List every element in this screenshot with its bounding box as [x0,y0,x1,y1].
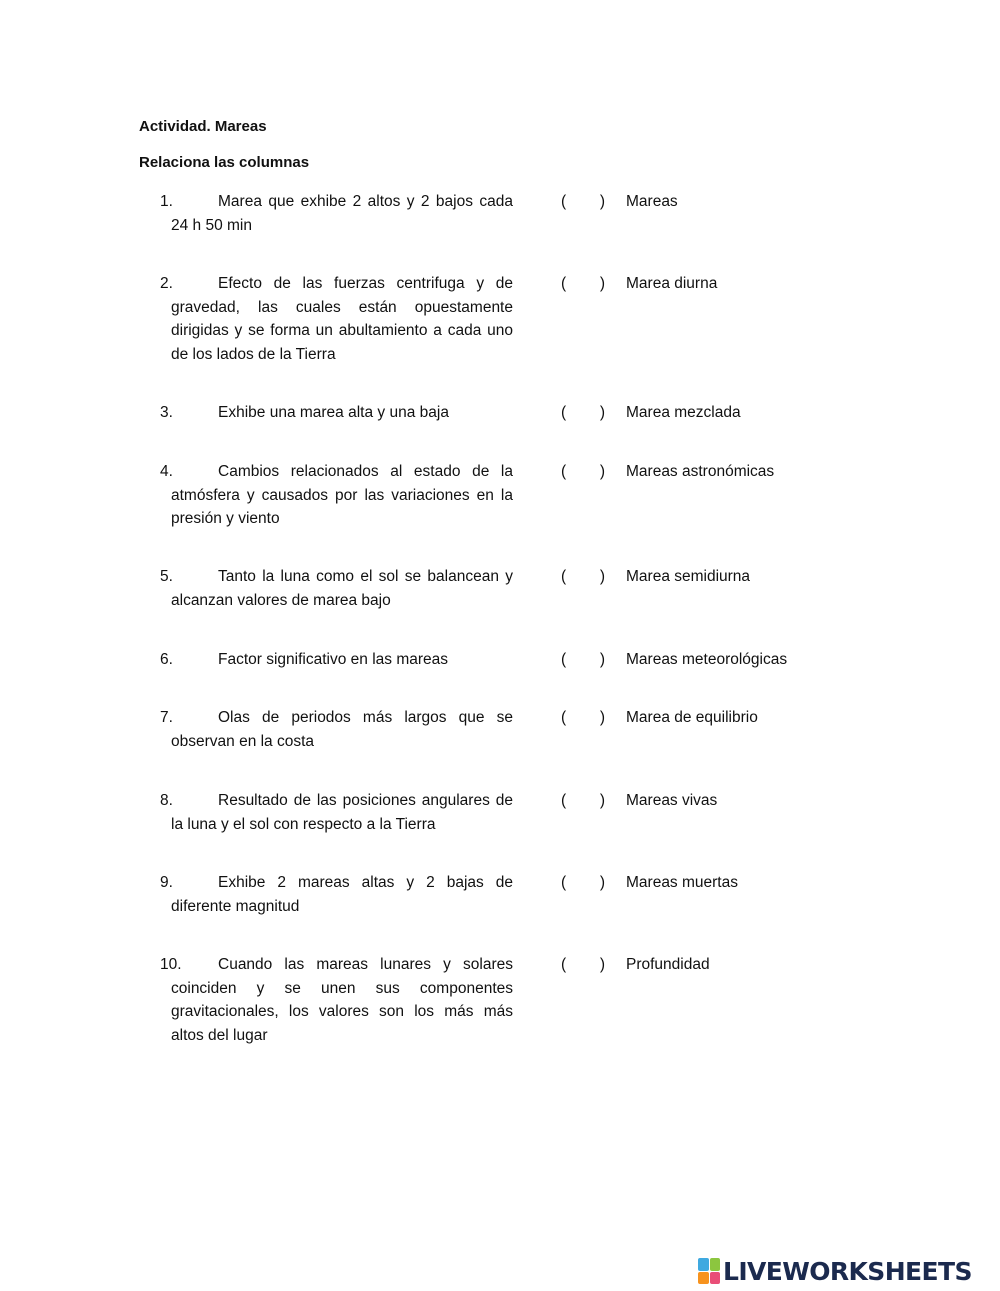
answer-option: Marea mezclada [626,404,741,421]
logo-icon [698,1258,720,1284]
question-number: 3. [160,404,173,421]
answer-blank[interactable]: ( ) [561,792,605,809]
answer-blank[interactable]: ( ) [561,568,605,585]
page-title: Actividad. Mareas [139,118,267,135]
logo-square [710,1258,721,1271]
instructions-heading: Relaciona las columnas [139,154,310,171]
logo-square [698,1258,709,1271]
liveworksheets-logo [698,1256,972,1286]
question-number: 9. [160,874,173,891]
logo-square [710,1272,721,1285]
question-number: 2. [160,275,173,292]
question-text: 2. Efecto de las fuerzas centrifuga y de gravedad, las cuales están opuestamente dirigidas y se forma un abultamiento a cada uno de los lados de la Tierra [171,272,513,366]
question-text: 4. Cambios relacionados al estado de la atmósfera y causados por las variaciones en la presión y viento [171,460,513,531]
question-text: 1. Marea que exhibe 2 altos y 2 bajos cada 24 h 50 min [171,190,513,237]
answer-blank[interactable]: ( ) [561,709,605,726]
answer-option: Mareas vivas [626,792,718,809]
question-text: 3. Exhibe una marea alta y una baja [171,401,513,425]
question-number: 6. [160,651,173,668]
question-number: 5. [160,568,173,585]
question-text: 7. Olas de periodos más largos que se observan en la costa [171,706,513,753]
answer-blank[interactable]: ( ) [561,651,605,668]
answer-option: Profundidad [626,956,710,973]
question-number: 1. [160,193,173,210]
answer-blank[interactable]: ( ) [561,275,605,292]
question-number: 10. [160,956,182,973]
answer-blank[interactable]: ( ) [561,956,605,973]
question-text: 9. Exhibe 2 mareas altas y 2 bajas de diferente magnitud [171,871,513,918]
question-text: 10. Cuando las mareas lunares y solares coinciden y se unen sus componentes gravitacionales, los valores son los más más altos del lugar [171,953,513,1047]
answer-option: Mareas [626,193,678,210]
question-number: 4. [160,463,173,480]
question-text: 8. Resultado de las posiciones angulares de la luna y el sol con respecto a la Tierra [171,789,513,836]
answer-blank[interactable]: ( ) [561,874,605,891]
logo-text: LIVEWORKSHEETS [723,1256,972,1286]
answer-option: Mareas astronómicas [626,463,775,480]
question-text: 5. Tanto la luna como el sol se balancean y alcanzan valores de marea bajo [171,565,513,612]
answer-option: Marea de equilibrio [626,709,758,726]
question-number: 7. [160,709,173,726]
logo-square [698,1272,709,1285]
answer-option: Marea semidiurna [626,568,751,585]
answer-option: Marea diurna [626,275,718,292]
answer-option: Mareas muertas [626,874,738,891]
question-number: 8. [160,792,173,809]
answer-blank[interactable]: ( ) [561,193,605,210]
answer-blank[interactable]: ( ) [561,463,605,480]
answer-blank[interactable]: ( ) [561,404,605,421]
answer-option: Mareas meteorológicas [626,651,788,668]
question-text: 6. Factor significativo en las mareas [171,648,513,672]
